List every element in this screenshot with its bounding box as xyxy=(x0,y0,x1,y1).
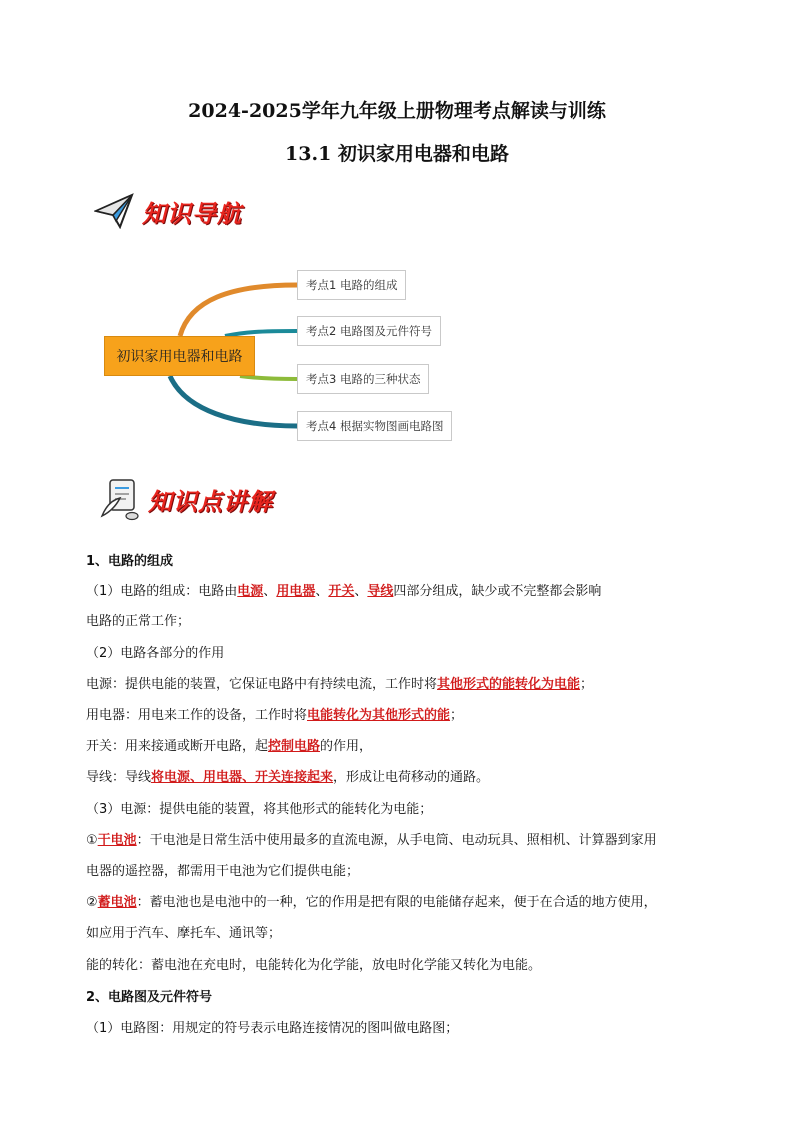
mindmap-node-4: 考点4 根据实物图画电路图 xyxy=(297,411,452,441)
text: 电源：提供电能的装置，它保证电路中有持续电流，工作时将 xyxy=(86,677,438,692)
text: 用电器：用电来工作的设备，工作时将 xyxy=(86,708,308,723)
paragraph-dry-battery-cont: 电器的遥控器，都需用干电池为它们提供电能； xyxy=(86,864,360,879)
knowledge-explain-banner xyxy=(96,476,273,522)
text: 、 xyxy=(263,584,277,599)
text: 的作用， xyxy=(320,739,373,754)
heading-circuit-composition: 1、电路的组成 xyxy=(86,554,174,569)
highlight-control-circuit: 控制电路 xyxy=(268,739,321,754)
paragraph-circuit-diagram: （1）电路图：用规定的符号表示电路连接情况的图叫做电路图； xyxy=(86,1021,459,1036)
scroll-quill-icon xyxy=(96,476,142,522)
text: ，形成让电荷移动的通路。 xyxy=(333,770,490,785)
highlight-switch: 开关 xyxy=(328,584,355,599)
text: ； xyxy=(450,708,464,723)
connector-4 xyxy=(170,376,297,426)
highlight-dry-battery: 干电池 xyxy=(97,833,137,848)
connector-1 xyxy=(180,285,297,336)
section-title: 13.1 初识家用电器和电路 xyxy=(285,143,509,165)
paragraph-power-source-def: （3）电源：提供电能的装置，将其他形式的能转化为电能； xyxy=(86,802,433,817)
heading-circuit-diagram: 2、电路图及元件符号 xyxy=(86,990,213,1005)
paragraph-storage-battery xyxy=(86,894,657,912)
highlight-wire: 导线 xyxy=(367,584,394,599)
text: ； xyxy=(580,677,594,692)
highlight-energy-conversion: 电能转化为其他形式的能 xyxy=(307,708,451,723)
paragraph-parts-function: （2）电路各部分的作用 xyxy=(86,646,225,661)
text: ② xyxy=(86,895,98,910)
highlight-power-source: 电源 xyxy=(237,584,264,599)
paragraph-storage-battery-cont: 如应用于汽车、摩托车、通讯等； xyxy=(86,926,282,941)
knowledge-nav-label: 知识导航 xyxy=(142,198,242,228)
paragraph-composition-cont: 电路的正常工作； xyxy=(86,614,191,629)
highlight-connect: 将电源、用电器、开关连接起来 xyxy=(151,770,334,785)
text: （1）电路的组成：电路由 xyxy=(86,584,238,599)
highlight-energy-conversion: 其他形式的能转化为电能 xyxy=(437,677,581,692)
mindmap-node-1: 考点1 电路的组成 xyxy=(297,270,406,300)
paragraph-appliance xyxy=(86,707,463,725)
paragraph-composition xyxy=(86,583,601,601)
text: 、 xyxy=(354,584,368,599)
text: ：蓄电池也是电池中的一种，它的作用是把有限的电能储存起来，便于在合适的地方使用， xyxy=(136,895,657,910)
text: 、 xyxy=(315,584,329,599)
highlight-appliance: 用电器 xyxy=(276,584,316,599)
text: ：干电池是日常生活中使用最多的直流电源，从手电筒、电动玩具、照相机、计算器到家用 xyxy=(136,833,657,848)
knowledge-explain-label: 知识点讲解 xyxy=(148,486,273,516)
paragraph-dry-battery xyxy=(86,832,657,850)
mindmap-node-3: 考点3 电路的三种状态 xyxy=(297,364,429,394)
document-title: 2024-2025学年九年级上册物理考点解读与训练 xyxy=(188,100,606,122)
text: ① xyxy=(86,833,98,848)
connector-3 xyxy=(240,376,297,379)
paragraph-power-source xyxy=(86,676,593,694)
text: 四部分组成，缺少或不完整都会影响 xyxy=(393,584,602,599)
mindmap-node-2: 考点2 电路图及元件符号 xyxy=(297,316,441,346)
paragraph-energy-conversion: 能的转化：蓄电池在充电时，电能转化为化学能，放电时化学能又转化为电能。 xyxy=(86,958,542,973)
text: 开关：用来接通或断开电路，起 xyxy=(86,739,269,754)
paragraph-switch xyxy=(86,738,372,756)
highlight-storage-battery: 蓄电池 xyxy=(97,895,137,910)
text: 导线：导线 xyxy=(86,770,152,785)
mindmap-center-node: 初识家用电器和电路 xyxy=(104,336,255,376)
paragraph-wire xyxy=(86,769,489,787)
